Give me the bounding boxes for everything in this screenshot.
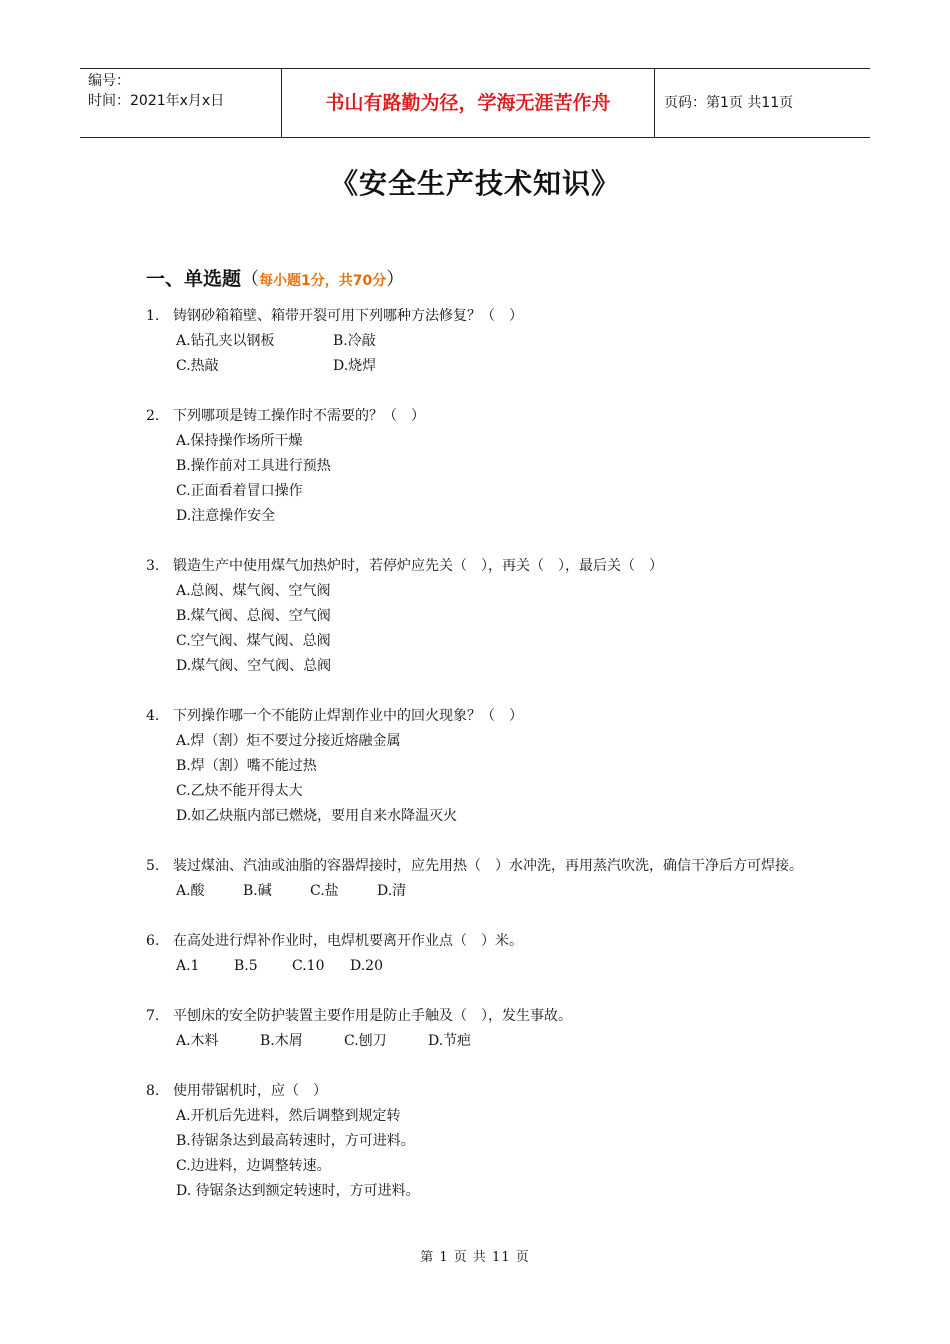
- question-6: [146, 929, 826, 979]
- option-text: C.盐: [310, 883, 339, 899]
- question-text: 锻造生产中使用煤气加热炉时，若停炉应先关（ ），再关（ ），最后关（ ）: [173, 558, 663, 574]
- option-text: B.木屑: [260, 1033, 303, 1049]
- header-page-info: 页码：第1页 共11页: [664, 95, 794, 111]
- option-text: D. 待锯条达到额定转速时，方可进料。: [176, 1183, 420, 1199]
- option-row: [146, 354, 826, 379]
- page-footer: 第 1 页 共 11 页: [420, 1250, 530, 1265]
- option-text: B.焊（割）嘴不能过热: [176, 758, 317, 774]
- option-text: A.保持操作场所干燥: [176, 433, 303, 449]
- option-row: [146, 1104, 826, 1129]
- question-list: [146, 304, 826, 1229]
- option-text: C.正面看着冒口操作: [176, 483, 303, 499]
- option-text: B.操作前对工具进行预热: [176, 458, 331, 474]
- question-7: [146, 1004, 826, 1054]
- question-4: [146, 704, 826, 829]
- option-text: A.焊（割）炬不要过分接近熔融金属: [176, 733, 401, 749]
- question-stem: [146, 1004, 826, 1029]
- option-text: D.20: [350, 958, 383, 974]
- option-text: D.节疤: [428, 1033, 472, 1049]
- question-number: 1.: [146, 308, 160, 324]
- option-text: C.空气阀、煤气阀、总阀: [176, 633, 331, 649]
- question-5: [146, 854, 826, 904]
- question-2: [146, 404, 826, 529]
- question-number: 5.: [146, 858, 160, 874]
- section-score: 每小题1分，共70分: [259, 273, 387, 289]
- question-stem: [146, 554, 826, 579]
- question-text: 下列操作哪一个不能防止焊割作业中的回火现象？（ ）: [173, 708, 523, 724]
- question-number: 2.: [146, 408, 160, 424]
- question-stem: [146, 854, 826, 879]
- question-number: 6.: [146, 933, 160, 949]
- option-row: [146, 454, 826, 479]
- question-text: 铸钢砂箱箱壁、箱带开裂可用下列哪种方法修复？（ ）: [173, 308, 523, 324]
- header-meta: [80, 69, 282, 137]
- option-text: C.刨刀: [344, 1033, 387, 1049]
- option-row: [146, 479, 826, 504]
- question-3: [146, 554, 826, 679]
- option-row: [146, 1179, 826, 1204]
- option-text: A.酸: [176, 883, 205, 899]
- option-row: [146, 654, 826, 679]
- section-heading-text: 一、单选题: [146, 268, 242, 290]
- option-row: [146, 954, 826, 979]
- option-row: [146, 1154, 826, 1179]
- time-label: 时间：2021年x月x日: [88, 93, 225, 109]
- option-row: [146, 729, 826, 754]
- question-number: 4.: [146, 708, 160, 724]
- option-text: B.待锯条达到最高转速时，方可进料。: [176, 1133, 415, 1149]
- option-row: [146, 504, 826, 529]
- option-row: [146, 604, 826, 629]
- section-heading: [146, 264, 404, 291]
- question-text: 平刨床的安全防护装置主要作用是防止手触及（ ），发生事故。: [173, 1008, 572, 1024]
- option-row: [146, 754, 826, 779]
- page-header: [80, 68, 870, 138]
- option-text: A.钻孔夹以钢板: [176, 333, 275, 349]
- option-text: A.总阀、煤气阀、空气阀: [176, 583, 331, 599]
- option-text: C.10: [292, 958, 325, 974]
- option-text: D.如乙炔瓶内部已燃烧，要用自来水降温灭火: [176, 808, 458, 824]
- option-text: A.木料: [176, 1033, 219, 1049]
- question-number: 8.: [146, 1083, 160, 1099]
- option-row: [146, 804, 826, 829]
- option-row: [146, 879, 826, 904]
- option-text: D.清: [377, 883, 407, 899]
- section-paren-open: （: [241, 269, 260, 290]
- question-text: 装过煤油、汽油或油脂的容器焊接时，应先用热（ ）水冲洗，再用蒸汽吹洗，确信干净后方可焊接。: [173, 858, 803, 874]
- option-row: [146, 429, 826, 454]
- question-number: 7.: [146, 1008, 160, 1024]
- question-stem: [146, 304, 826, 329]
- question-8: [146, 1079, 826, 1204]
- option-text: A.开机后先进料，然后调整到规定转: [176, 1108, 401, 1124]
- option-text: A.1: [176, 958, 200, 974]
- question-number: 3.: [146, 558, 160, 574]
- option-text: C.热敲: [176, 358, 219, 374]
- section-paren-close: ）: [386, 269, 405, 290]
- option-row: [146, 579, 826, 604]
- question-stem: [146, 704, 826, 729]
- option-row: [146, 329, 826, 354]
- option-row: [146, 1029, 826, 1054]
- option-text: C.乙炔不能开得太大: [176, 783, 303, 799]
- question-stem: [146, 929, 826, 954]
- option-text: D.煤气阀、空气阀、总阀: [176, 658, 332, 674]
- option-row: [146, 1129, 826, 1154]
- option-text: B.煤气阀、总阀、空气阀: [176, 608, 331, 624]
- option-row: [146, 779, 826, 804]
- question-stem: [146, 404, 826, 429]
- question-text: 使用带锯机时，应（ ）: [173, 1083, 327, 1099]
- number-label: 编号：: [88, 73, 130, 89]
- option-text: B.冷敲: [333, 333, 376, 349]
- header-motto: 书山有路勤为径，学海无涯苦作舟: [282, 69, 655, 137]
- option-text: B.碱: [243, 883, 272, 899]
- question-1: [146, 304, 826, 379]
- option-text: C.边进料，边调整转速。: [176, 1158, 331, 1174]
- question-stem: [146, 1079, 826, 1104]
- document-title: 《安全生产技术知识》: [329, 167, 620, 200]
- option-text: B.5: [234, 958, 258, 974]
- question-text: 下列哪项是铸工操作时不需要的？（ ）: [173, 408, 425, 424]
- option-text: D.注意操作安全: [176, 508, 276, 524]
- option-text: D.烧焊: [333, 358, 377, 374]
- option-row: [146, 629, 826, 654]
- question-text: 在高处进行焊补作业时，电焊机要离开作业点（ ）米。: [173, 933, 523, 949]
